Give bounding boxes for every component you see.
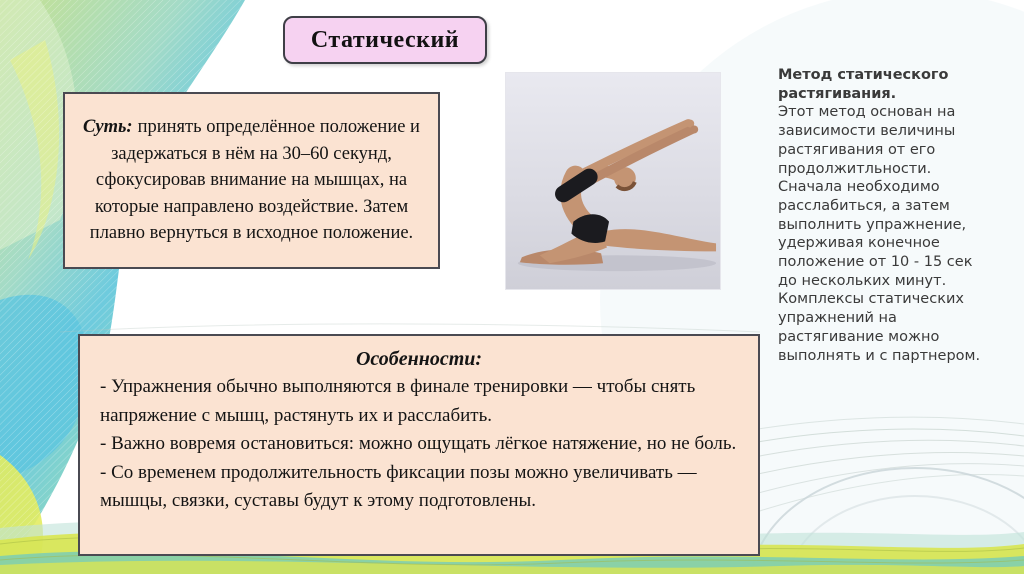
features-box (78, 334, 760, 556)
yoga-figure-illustration (506, 73, 720, 289)
essence-text: принять определённое положение и задержаться в нём на 30–60 секунд, сфокусировав внимание на мышцах, на которые направлено воздействие. Затем плавно вернуться в исходное положение. (89, 117, 420, 244)
feature-item: - Со временем продолжительность фиксации позы можно увеличивать — мышцы, связки, суставы будут к этому подготовлены. (100, 461, 697, 511)
method-text-block (778, 66, 990, 365)
essence-paragraph (75, 114, 428, 246)
feature-item: - Упражнения обычно выполняются в финале тренировки — чтобы снять напряжение с мышц, растянуть их и расслабить. (100, 376, 696, 426)
essence-label: Суть: (83, 117, 133, 138)
features-heading: Особенности: (355, 348, 483, 370)
method-body: Этот метод основан на зависимости величины растягивания от его продолжитльности. Сначала необходимо расслабиться, а затем выполнить упражнение, удерживая конечное положение от 10 - 15 сек до нескольких минут. Комплексы статических упражнений на растягивание можно выполнять и с партнером. (778, 104, 981, 364)
slide-title: Статический (310, 26, 460, 53)
slide-title-box (283, 16, 487, 64)
feature-item: - Важно вовремя остановиться: можно ощущать лёгкое натяжение, но не боль. (100, 433, 737, 454)
method-heading: Метод статического растягивания. (778, 67, 949, 102)
yoga-pose-photo (505, 72, 721, 290)
essence-box (63, 92, 440, 269)
